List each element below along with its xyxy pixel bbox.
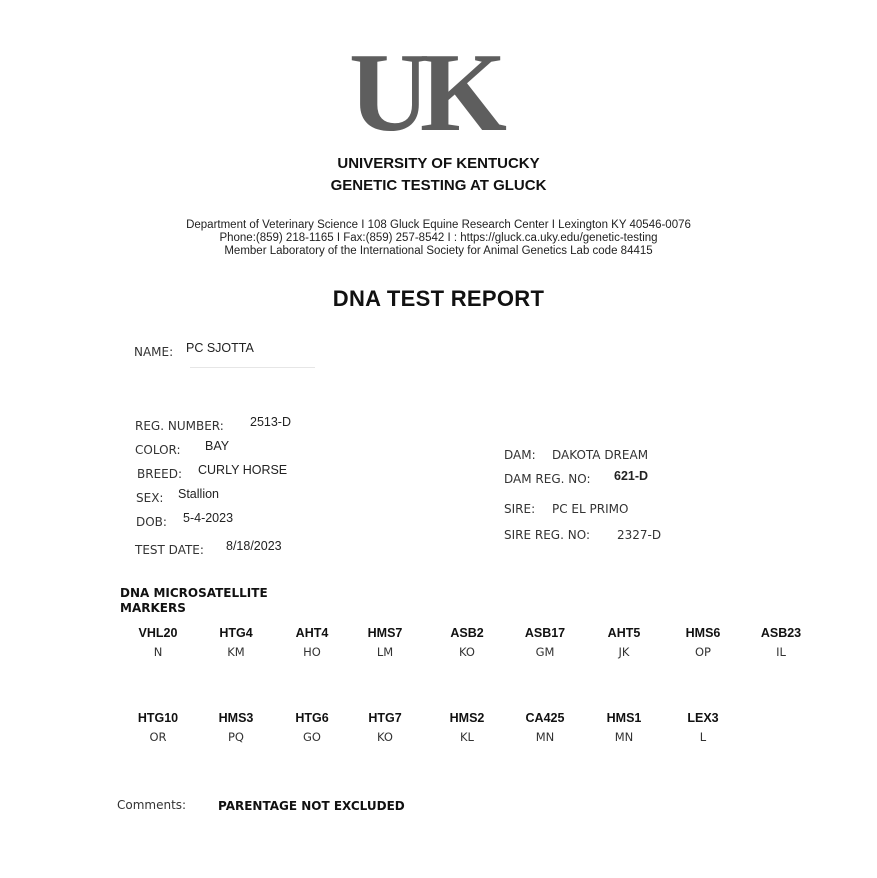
dam-reg-label: DAM REG. NO: [504, 472, 591, 486]
marker-cell [663, 711, 743, 744]
sire-name: PC EL PRIMO [552, 502, 629, 516]
marker-cell [196, 626, 276, 659]
marker-cell [427, 711, 507, 744]
marker-genotype: KO [377, 730, 393, 744]
marker-cell [584, 711, 664, 744]
marker-genotype: HO [303, 645, 321, 659]
address-line-3: Member Laboratory of the International Society for Animal Genetics Lab code 84415 [224, 245, 653, 257]
dob-label: DOB: [136, 515, 167, 529]
sex-label: SEX: [136, 491, 164, 505]
marker-cell [118, 711, 198, 744]
marker-name: HTG10 [137, 711, 179, 725]
marker-name: ASB23 [760, 626, 802, 640]
sire-label: SIRE: [504, 502, 536, 516]
color-value: BAY [205, 439, 230, 453]
color-label: COLOR: [135, 443, 181, 457]
marker-genotype: OP [695, 645, 711, 659]
marker-cell [505, 711, 585, 744]
marker-genotype: MN [614, 730, 634, 744]
marker-name: LEX3 [687, 711, 719, 725]
marker-name: AHT4 [295, 626, 329, 640]
test-date-label: TEST DATE: [135, 543, 204, 557]
markers-heading-line-2: MARKERS [120, 601, 186, 615]
marker-cell [427, 626, 507, 659]
breed-value: CURLY HORSE [198, 463, 288, 477]
marker-cell [272, 711, 352, 744]
uk-logo: UK [349, 31, 497, 155]
animal-name: PC SJOTTA [186, 341, 254, 355]
marker-name: ASB2 [450, 626, 484, 640]
marker-genotype: JK [618, 645, 630, 659]
comments-value: PARENTAGE NOT EXCLUDED [218, 799, 405, 813]
marker-genotype: L [699, 730, 707, 744]
marker-name: HMS7 [367, 626, 403, 640]
marker-name: HMS2 [449, 711, 485, 725]
name-underline [190, 367, 315, 368]
marker-genotype: MN [535, 730, 555, 744]
lab-name: GENETIC TESTING AT GLUCK [330, 177, 547, 194]
address-line-2: Phone:(859) 218-1165 I Fax:(859) 257-8542 I : https://gluck.ca.uky.edu/genetic-testing [219, 232, 658, 244]
marker-genotype: GO [303, 730, 321, 744]
marker-cell [345, 711, 425, 744]
marker-genotype: N [153, 645, 163, 659]
marker-genotype: PQ [228, 730, 244, 744]
marker-cell [196, 711, 276, 744]
sire-reg-label: SIRE REG. NO: [504, 528, 590, 542]
sire-reg-value: 2327-D [617, 528, 662, 542]
marker-name: HMS1 [606, 711, 642, 725]
dam-reg-value: 621-D [614, 469, 649, 483]
dam-name: DAKOTA DREAM [552, 448, 649, 462]
marker-cell [663, 626, 743, 659]
marker-genotype: OR [149, 730, 167, 744]
dob-value: 5-4-2023 [183, 511, 234, 525]
marker-name: HTG6 [295, 711, 329, 725]
university-name: UNIVERSITY OF KENTUCKY [337, 155, 540, 172]
markers-heading-line-1: DNA MICROSATELLITE [120, 586, 268, 600]
marker-cell [118, 626, 198, 659]
marker-name: HTG7 [368, 711, 402, 725]
dam-label: DAM: [504, 448, 536, 462]
sex-value: Stallion [178, 487, 219, 501]
marker-name: AHT5 [607, 626, 641, 640]
breed-label: BREED: [137, 467, 183, 481]
marker-genotype: IL [776, 645, 786, 659]
marker-name: VHL20 [138, 626, 178, 640]
marker-genotype: KM [227, 645, 245, 659]
reg-number-label: REG. NUMBER: [135, 419, 224, 433]
marker-cell [272, 626, 352, 659]
markers-heading [120, 586, 268, 616]
marker-cell [741, 626, 821, 659]
marker-name: HMS6 [685, 626, 721, 640]
marker-cell [505, 626, 585, 659]
marker-genotype: LM [376, 645, 394, 659]
marker-genotype: KO [459, 645, 475, 659]
marker-name: CA425 [525, 711, 565, 725]
marker-name: ASB17 [524, 626, 566, 640]
marker-name: HMS3 [218, 711, 254, 725]
address-line-1: Department of Veterinary Science I 108 Gluck Equine Research Center I Lexington KY 40546-0076 [186, 219, 691, 231]
reg-number: 2513-D [250, 415, 291, 429]
marker-genotype: KL [460, 730, 474, 744]
test-date-value: 8/18/2023 [226, 539, 282, 553]
marker-cell [345, 626, 425, 659]
marker-cell [584, 626, 664, 659]
marker-genotype: GM [535, 645, 555, 659]
marker-name: HTG4 [219, 626, 253, 640]
report-title: DNA TEST REPORT [332, 286, 545, 311]
comments-label: Comments: [117, 798, 187, 812]
name-label: NAME: [134, 345, 174, 359]
